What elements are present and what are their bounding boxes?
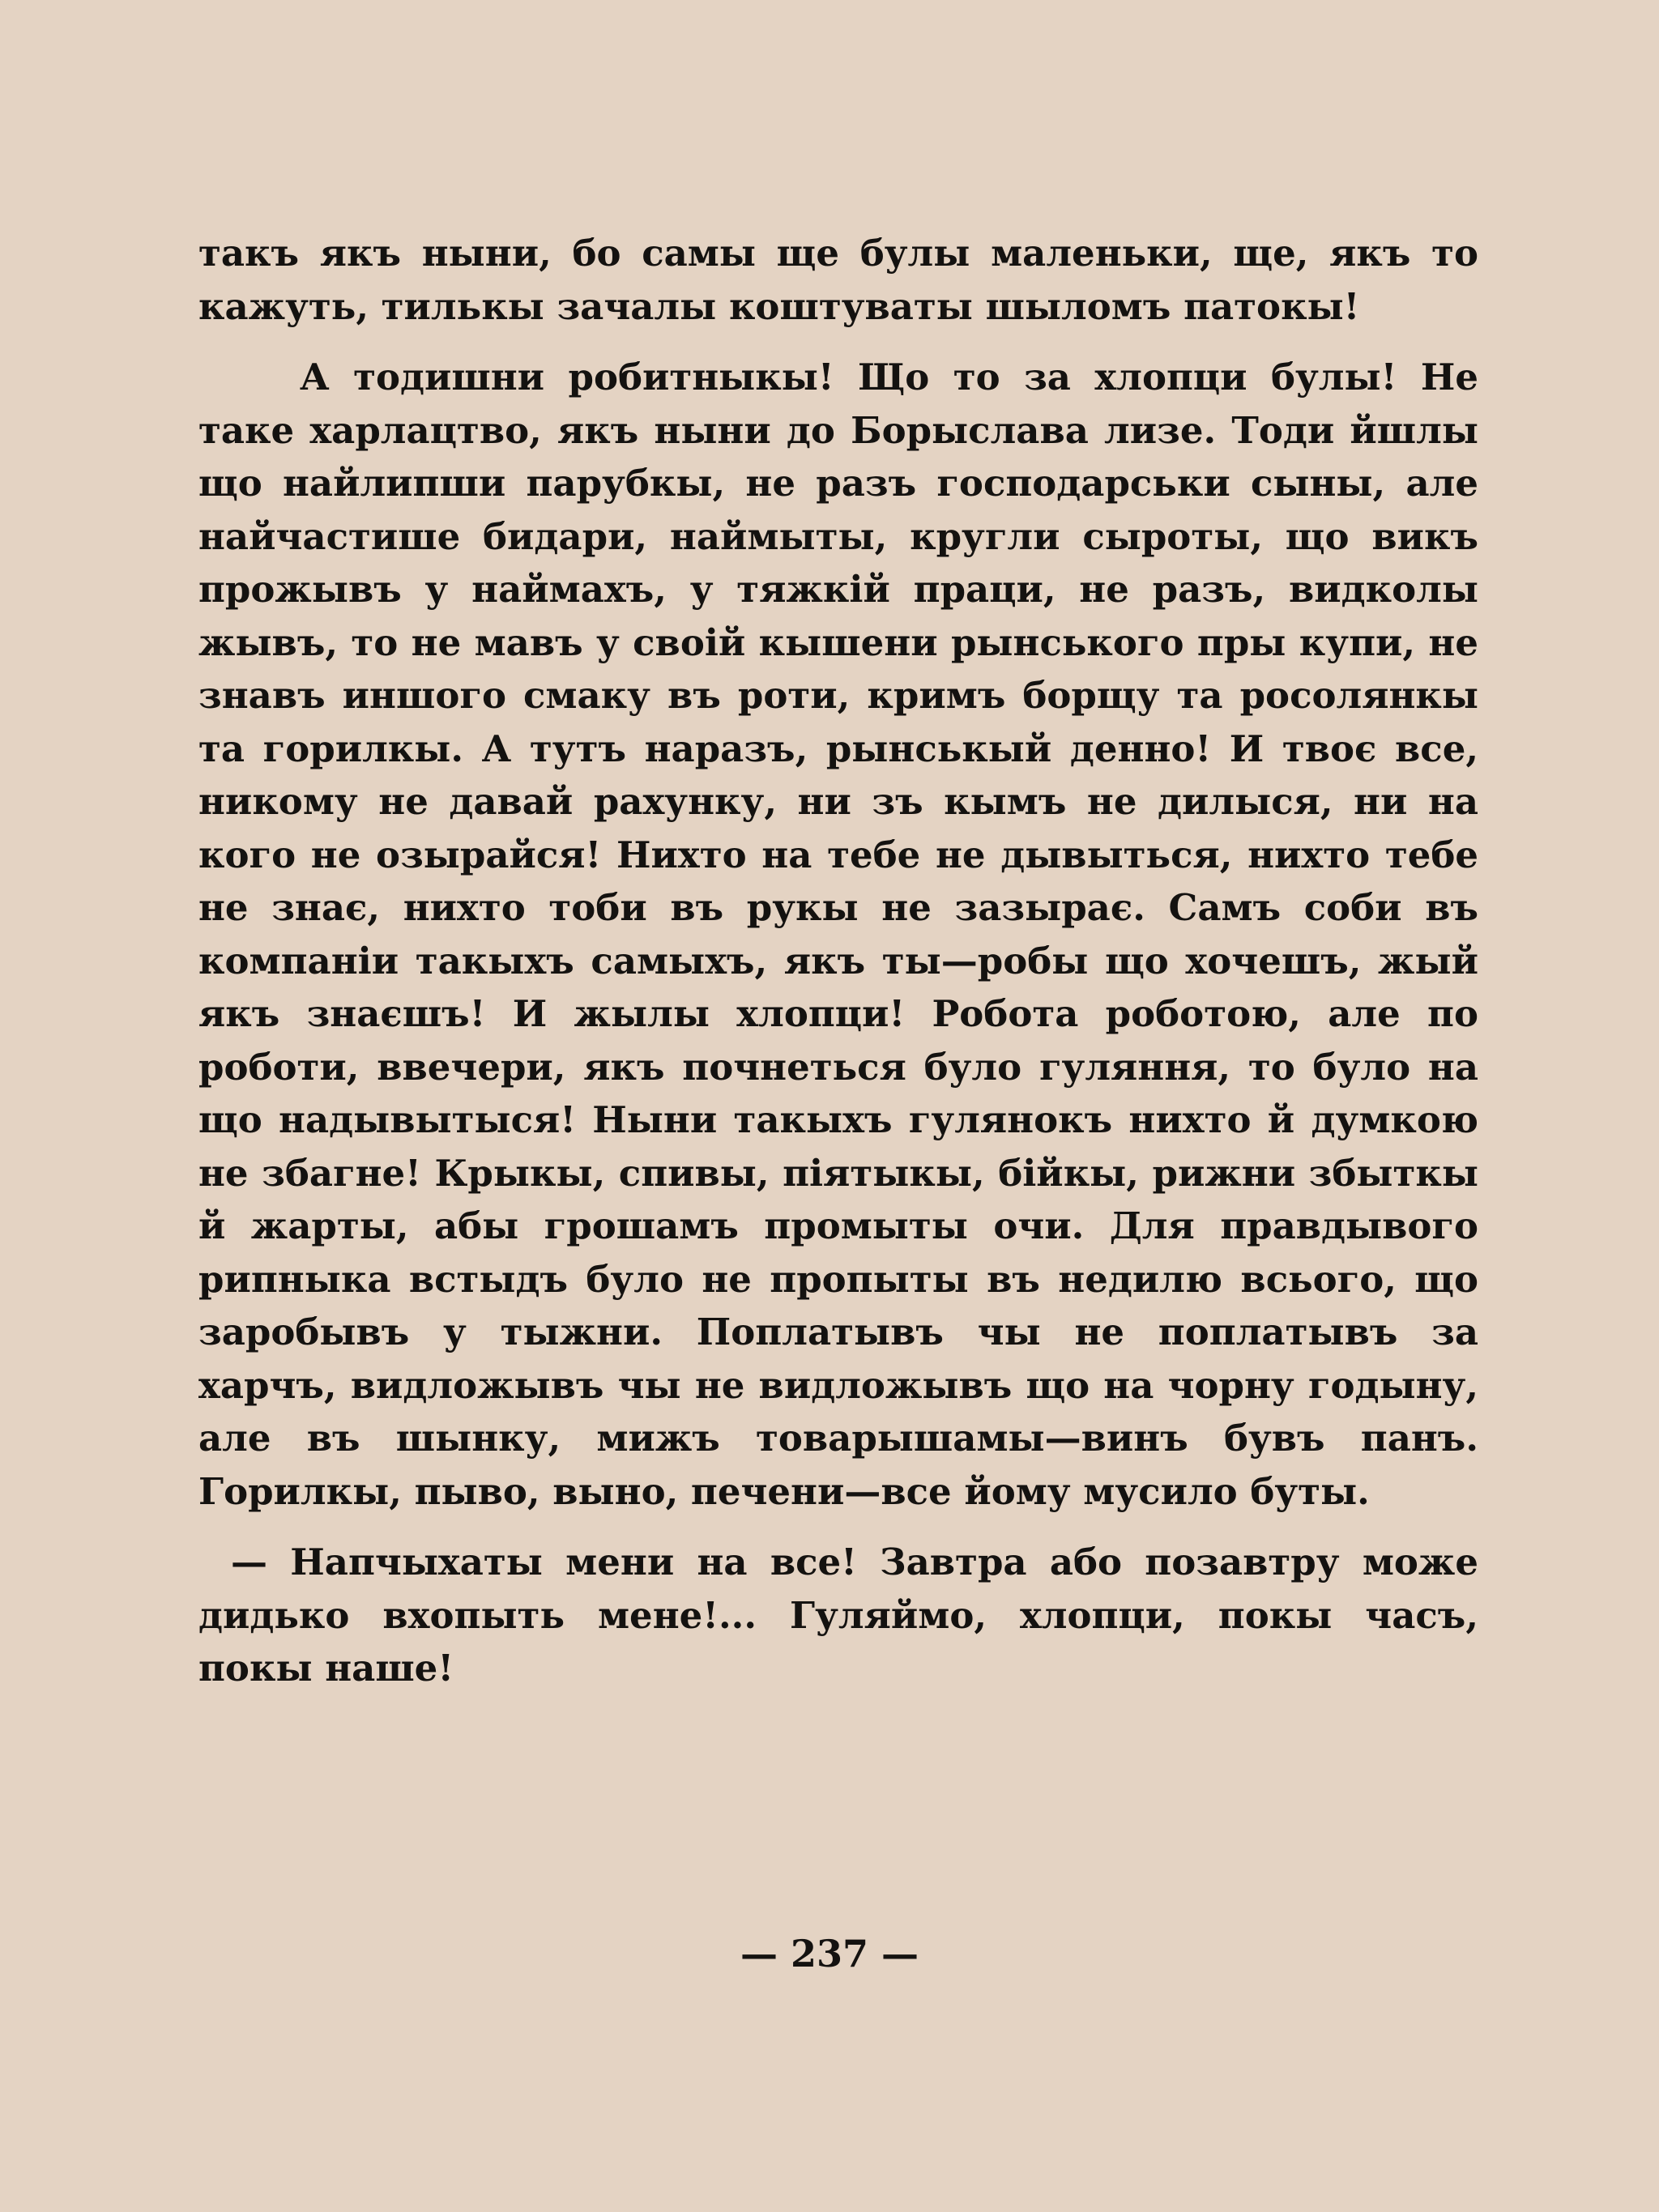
page-number: — 237 —	[740, 1932, 919, 1975]
paragraph-continued: такъ якъ ныни, бо самы ще булы маленьки, ще, якъ то кажуть, тилькы зачалы коштуваты шыломъ патокы!	[198, 232, 1478, 328]
paragraph-workers: А тодишни робитныкы! Що то за хлопци булы! Не таке харлацтво, якъ ныни до Борыслава лизе. Тоди йшлы що найлипши парубкы, не разъ господарськи сыны, але найчастише бидари, наймыты, кругли сыроты, що викъ прожывъ у наймахъ, у тяжкій праци, не разъ, видколы жывъ, то не мавъ у своій кышени рынського пры купи, не знавъ иншого смаку въ роти, кримъ борщу та росолянкы та горилкы. А тутъ наразъ, рынськый денно! И твоє все, никому не давай рахунку, ни зъ кымъ не дилыся, ни на кого не озырайся! Нихто на тебе не дывыться, нихто тебе не знає, нихто тоби въ рукы не зазырає. Самъ соби въ компаніи такыхъ самыхъ, якъ ты—робы що хочешъ, жый якъ знаєшъ! И жылы хлопци! Робота роботою, але по роботи, ввечери, якъ почнеться було гуляння, то було на що надывытыся! Ныни такыхъ гулянокъ нихто й думкою не збагне! Крыкы, спивы, піятыкы, бійкы, рижни збыткы й жарты, абы грошамъ промыты очи. Для правдывого рипныка встыдъ було не пропыты въ недилю всього, що заробывъ у тыжни. Поплатывъ чы не поплатывъ за харчъ, видложывъ чы не видложывъ що на чорну годыну, але въ шынку, мижъ товарышамы—винъ бувъ панъ. Горилкы, пыво, выно, печени—все йому мусило буты.	[198, 356, 1478, 1513]
paragraph-dialogue: — Напчыхаты мени на все! Завтра або позавтру може дидько вхопыть мене!... Гуляймо, хлопци, покы часъ, покы наше!	[198, 1541, 1478, 1690]
page-body	[198, 227, 1478, 1695]
